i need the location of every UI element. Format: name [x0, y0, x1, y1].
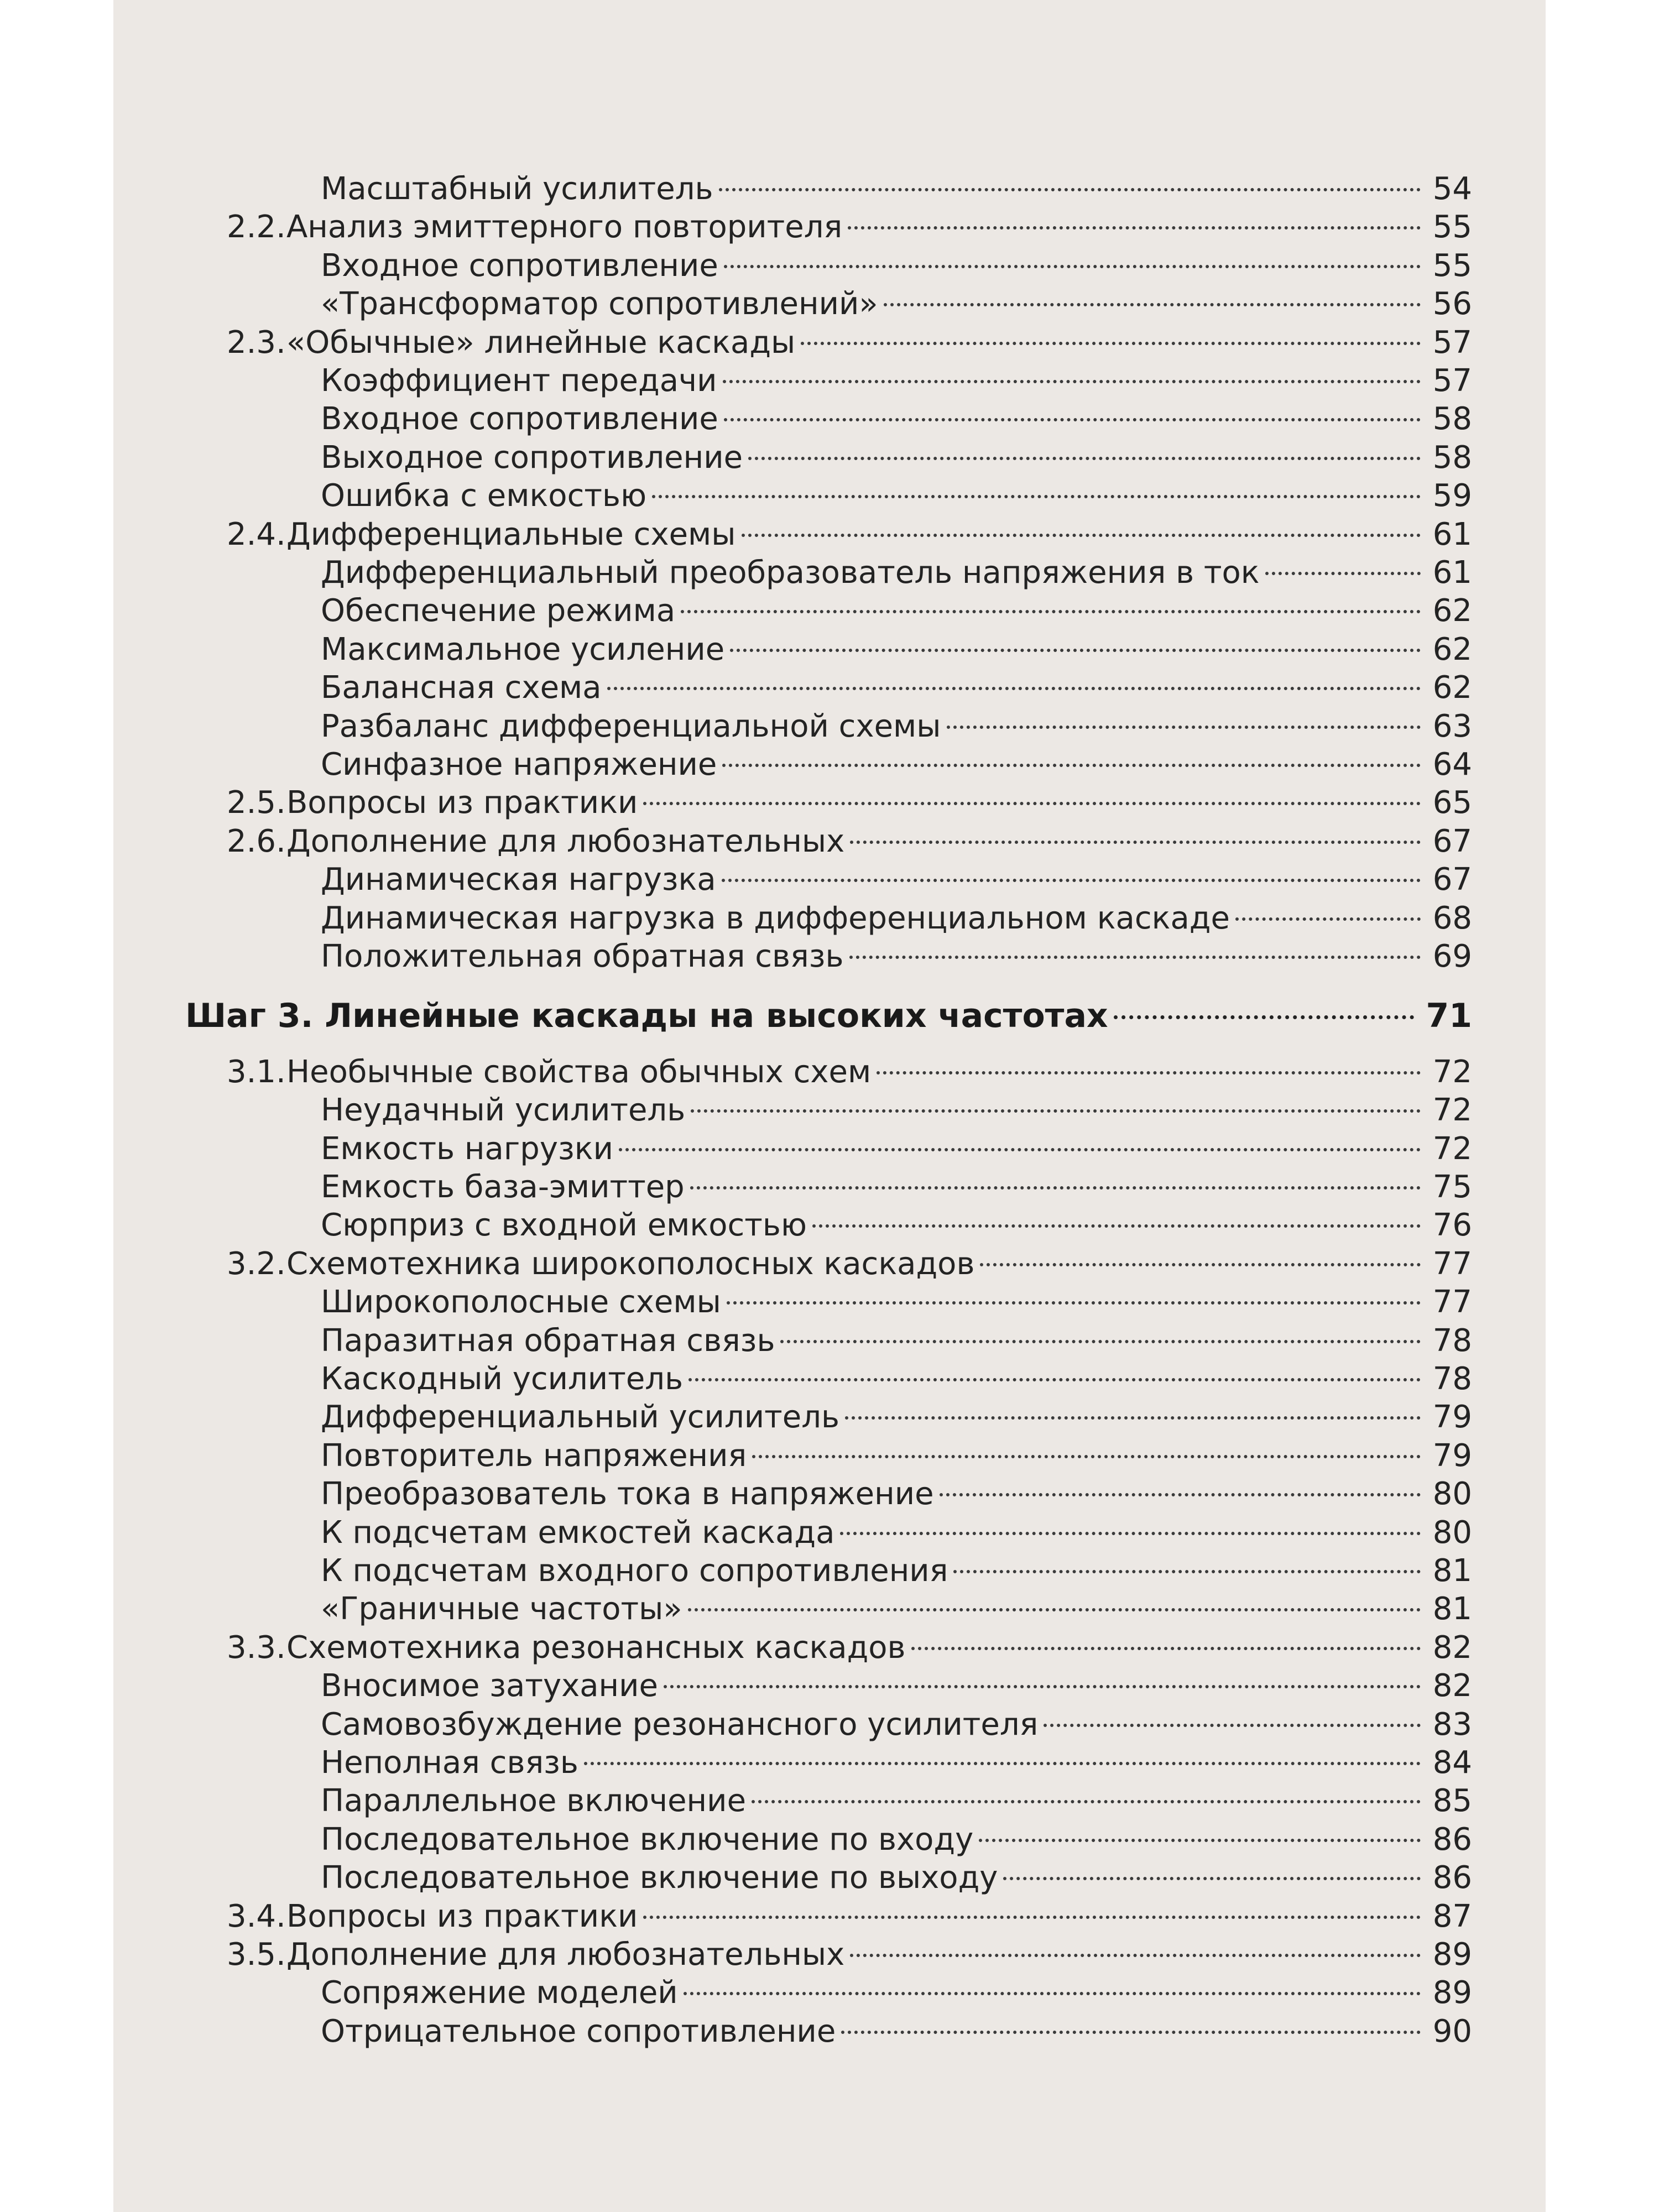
entry-title: Схемотехника широкополосных каскадов	[286, 1246, 975, 1282]
page-number: 62	[1432, 632, 1472, 667]
toc-section-entry	[227, 1619, 1472, 1666]
entry-title: Выходное сопротивление	[321, 440, 743, 476]
entry-title: Положительная обратная связь	[321, 938, 844, 974]
toc-subsection-entry	[321, 736, 1472, 782]
toc-subsection-entry	[321, 1197, 1472, 1243]
toc-section-entry	[227, 774, 1472, 821]
toc-subsection-entry	[321, 1389, 1472, 1435]
page-number: 72	[1432, 1054, 1472, 1090]
page-number: 83	[1432, 1707, 1472, 1743]
toc-subsection-entry	[321, 698, 1472, 744]
page-number: 57	[1432, 363, 1472, 399]
dot-leader	[877, 1044, 1421, 1082]
entry-title: Анализ эмиттерного повторителя	[286, 209, 843, 245]
section-number: 2.6.	[227, 823, 286, 859]
page-number: 71	[1426, 997, 1472, 1035]
entry-title: Вопросы из практики	[286, 1898, 638, 1934]
toc-subsection-entry	[321, 237, 1472, 284]
entry-title: Дополнение для любознательных	[286, 823, 845, 859]
section-number: 3.2.	[227, 1246, 286, 1282]
dot-leader	[801, 314, 1420, 353]
entry-title: Вопросы из практики	[286, 785, 638, 821]
page-number: 82	[1432, 1630, 1472, 1666]
toc-subsection-entry	[321, 1542, 1472, 1589]
page-number: 85	[1432, 1783, 1472, 1819]
entry-title: Необычные свойства обычных схем	[286, 1054, 872, 1090]
entry-title: «Обычные» линейные каскады	[286, 325, 796, 361]
page-number: 77	[1432, 1284, 1472, 1320]
toc-subsection-entry	[321, 621, 1472, 667]
dot-leader	[841, 2003, 1420, 2042]
dot-leader	[953, 1542, 1420, 1581]
page-number: 89	[1432, 1937, 1472, 1973]
dot-leader	[684, 1964, 1421, 2003]
page-number: 61	[1432, 517, 1472, 552]
dot-leader	[742, 506, 1421, 545]
toc-subsection-entry	[321, 1772, 1472, 1819]
page-number: 58	[1432, 440, 1472, 476]
dot-leader	[652, 467, 1421, 506]
entry-title: Емкость нагрузки	[321, 1131, 613, 1167]
toc-section-entry	[227, 1888, 1472, 1934]
page-number: 63	[1432, 708, 1472, 744]
dot-leader	[884, 275, 1421, 314]
entry-title: Коэффициент передачи	[321, 363, 717, 399]
page-number: 79	[1432, 1438, 1472, 1474]
dot-leader	[748, 429, 1421, 468]
toc-subsection-entry	[321, 1465, 1472, 1512]
dot-leader	[850, 1926, 1420, 1965]
dot-leader	[722, 736, 1420, 775]
entry-title: Каскодный усилитель	[321, 1361, 684, 1397]
toc-subsection-entry	[321, 1427, 1472, 1474]
dot-leader	[643, 774, 1420, 813]
entry-title: Параллельное включение	[321, 1783, 747, 1819]
toc-subsection-entry	[321, 1734, 1472, 1781]
page-number: 90	[1432, 2013, 1472, 2049]
section-number: 3.3.	[227, 1630, 286, 1666]
toc-section-entry	[227, 199, 1472, 245]
page-number: 84	[1432, 1745, 1472, 1781]
entry-title: К подсчетам емкостей каскада	[321, 1515, 835, 1551]
dot-leader	[619, 1120, 1421, 1159]
dot-leader	[1044, 1696, 1420, 1735]
dot-leader	[979, 1811, 1421, 1850]
dot-leader	[607, 659, 1421, 698]
section-number: 2.3.	[227, 325, 286, 361]
entry-title: Балансная схема	[321, 670, 602, 706]
toc-section-entry	[227, 506, 1472, 552]
dot-leader	[730, 621, 1421, 660]
dot-leader	[1003, 1849, 1420, 1888]
entry-title: Самовозбуждение резонансного усилителя	[321, 1707, 1039, 1743]
toc-subsection-entry	[321, 160, 1472, 207]
entry-title: Схемотехника резонансных каскадов	[286, 1630, 906, 1666]
toc-subsection-entry	[321, 544, 1472, 591]
entry-title: Масштабный усилитель	[321, 171, 713, 207]
section-number: 3.5.	[227, 1937, 286, 1973]
entry-title: «Граничные частоты»	[321, 1591, 682, 1627]
entry-title: Неполная связь	[321, 1745, 578, 1781]
toc-subsection-entry	[321, 1120, 1472, 1167]
toc-subsection-entry	[321, 851, 1472, 898]
toc-subsection-entry	[321, 1350, 1472, 1397]
entry-title: Последовательное включение по входу	[321, 1822, 974, 1858]
entry-title: Дифференциальные схемы	[286, 517, 736, 552]
page-number: 79	[1432, 1399, 1472, 1435]
dot-leader	[688, 1580, 1421, 1619]
dot-leader	[780, 1312, 1420, 1351]
page-number: 68	[1432, 900, 1472, 936]
entry-title: Паразитная обратная связь	[321, 1323, 775, 1359]
dot-leader	[723, 352, 1421, 391]
toc-section-entry	[227, 1044, 1472, 1090]
dot-leader	[722, 851, 1421, 890]
toc-subsection-entry	[321, 1657, 1472, 1704]
entry-title: Входное сопротивление	[321, 401, 718, 437]
page-number: 78	[1432, 1323, 1472, 1359]
section-number: 2.5.	[227, 785, 286, 821]
page-number: 76	[1432, 1207, 1472, 1243]
toc-subsection-entry	[321, 467, 1472, 514]
entry-title: Дополнение для любознательных	[286, 1937, 845, 1973]
page-number: 80	[1432, 1476, 1472, 1512]
dot-leader	[812, 1197, 1421, 1235]
toc-subsection-entry	[321, 1580, 1472, 1627]
page-number: 81	[1432, 1553, 1472, 1589]
page-number: 56	[1432, 286, 1472, 322]
toc-subsection-entry	[321, 352, 1472, 399]
page-number: 87	[1432, 1898, 1472, 1934]
toc-subsection-entry	[321, 1274, 1472, 1320]
dot-leader	[690, 1159, 1421, 1197]
entry-title: Обеспечение режима	[321, 593, 676, 629]
entry-title: Сюрприз с входной емкостью	[321, 1207, 807, 1243]
page-number: 55	[1432, 209, 1472, 245]
dot-leader	[1114, 988, 1414, 1027]
dot-leader	[947, 698, 1421, 737]
entry-title: Максимальное усиление	[321, 632, 725, 667]
page-number: 67	[1432, 823, 1472, 859]
page-number: 65	[1432, 785, 1472, 821]
dot-leader	[940, 1465, 1421, 1504]
toc-subsection-entry	[321, 275, 1472, 322]
dot-leader	[584, 1734, 1421, 1773]
dot-leader	[688, 1350, 1421, 1389]
dot-leader	[911, 1619, 1421, 1658]
dot-leader	[643, 1888, 1420, 1927]
toc-subsection-entry	[321, 1082, 1472, 1128]
entry-title: «Трансформатор сопротивлений»	[321, 286, 878, 322]
page-number: 69	[1432, 938, 1472, 974]
page-number: 59	[1432, 478, 1472, 514]
toc-subsection-entry	[321, 890, 1472, 936]
dot-leader	[1235, 890, 1421, 928]
entry-title: Повторитель напряжения	[321, 1438, 747, 1474]
toc-subsection-entry	[321, 1811, 1472, 1858]
dot-leader	[727, 1274, 1421, 1312]
toc-subsection-entry	[321, 429, 1472, 476]
section-number: 3.4.	[227, 1898, 286, 1934]
dot-leader	[752, 1427, 1420, 1466]
entry-title: К подсчетам входного сопротивления	[321, 1553, 948, 1589]
dot-leader	[724, 237, 1421, 276]
page-number: 64	[1432, 747, 1472, 782]
dot-leader	[724, 390, 1421, 429]
entry-title: Дифференциальный усилитель	[321, 1399, 839, 1435]
page-number: 86	[1432, 1822, 1472, 1858]
toc-subsection-entry	[321, 928, 1472, 974]
toc-subsection-entry	[321, 2003, 1472, 2049]
entry-title: Широкополосные схемы	[321, 1284, 721, 1320]
toc-subsection-entry	[321, 390, 1472, 437]
toc-section-entry	[227, 813, 1472, 859]
entry-title: Отрицательное сопротивление	[321, 2013, 836, 2049]
toc-subsection-entry	[321, 1504, 1472, 1551]
page-number: 72	[1432, 1131, 1472, 1167]
toc-subsection-entry	[321, 1696, 1472, 1743]
entry-title: Шаг 3. Линейные каскады на высоких частотах	[185, 997, 1108, 1035]
toc-subsection-entry	[321, 659, 1472, 706]
entry-title: Емкость база-эмиттер	[321, 1169, 685, 1205]
entry-title: Ошибка с емкостью	[321, 478, 647, 514]
toc-subsection-entry	[321, 1312, 1472, 1359]
entry-title: Преобразователь тока в напряжение	[321, 1476, 934, 1512]
page-number: 81	[1432, 1591, 1472, 1627]
dot-leader	[980, 1235, 1420, 1274]
page-number: 62	[1432, 670, 1472, 706]
entry-title: Последовательное включение по выходу	[321, 1860, 998, 1896]
dot-leader	[849, 928, 1421, 967]
toc-section-entry	[227, 314, 1472, 361]
section-number: 2.2.	[227, 209, 286, 245]
dot-leader	[845, 1389, 1421, 1427]
entry-title: Сопряжение моделей	[321, 1975, 678, 2011]
toc-chapter-entry	[185, 988, 1472, 1035]
page-number: 82	[1432, 1668, 1472, 1704]
page-number: 61	[1432, 555, 1472, 591]
toc-section-entry	[227, 1926, 1472, 1973]
dot-leader	[691, 1082, 1421, 1120]
dot-leader	[719, 160, 1421, 199]
entry-title: Дифференциальный преобразователь напряжения в ток	[321, 555, 1260, 591]
dot-leader	[681, 582, 1421, 621]
section-number: 2.4.	[227, 517, 286, 552]
toc-subsection-entry	[321, 582, 1472, 629]
page-number: 75	[1432, 1169, 1472, 1205]
dot-leader	[848, 199, 1420, 237]
page-number: 86	[1432, 1860, 1472, 1896]
page-number: 67	[1432, 862, 1472, 898]
dot-leader	[1265, 544, 1421, 583]
page-number: 89	[1432, 1975, 1472, 2011]
page-number: 78	[1432, 1361, 1472, 1397]
dot-leader	[840, 1504, 1420, 1543]
toc-subsection-entry	[321, 1964, 1472, 2011]
toc-section-entry	[227, 1235, 1472, 1282]
page-number: 62	[1432, 593, 1472, 629]
entry-title: Динамическая нагрузка	[321, 862, 716, 898]
entry-title: Разбаланс дифференциальной схемы	[321, 708, 941, 744]
page-number: 80	[1432, 1515, 1472, 1551]
entry-title: Динамическая нагрузка в дифференциальном каскаде	[321, 900, 1230, 936]
page-number: 58	[1432, 401, 1472, 437]
entry-title: Синфазное напряжение	[321, 747, 717, 782]
toc-subsection-entry	[321, 1849, 1472, 1896]
page-number: 57	[1432, 325, 1472, 361]
page-number: 54	[1432, 171, 1472, 207]
entry-title: Неудачный усилитель	[321, 1092, 686, 1128]
entry-title: Входное сопротивление	[321, 248, 718, 284]
page-number: 55	[1432, 248, 1472, 284]
section-number: 3.1.	[227, 1054, 286, 1090]
dot-leader	[664, 1657, 1421, 1696]
dot-leader	[752, 1772, 1421, 1811]
entry-title: Вносимое затухание	[321, 1668, 659, 1704]
toc-subsection-entry	[321, 1159, 1472, 1205]
dot-leader	[850, 813, 1420, 852]
page-number: 77	[1432, 1246, 1472, 1282]
page-number: 72	[1432, 1092, 1472, 1128]
